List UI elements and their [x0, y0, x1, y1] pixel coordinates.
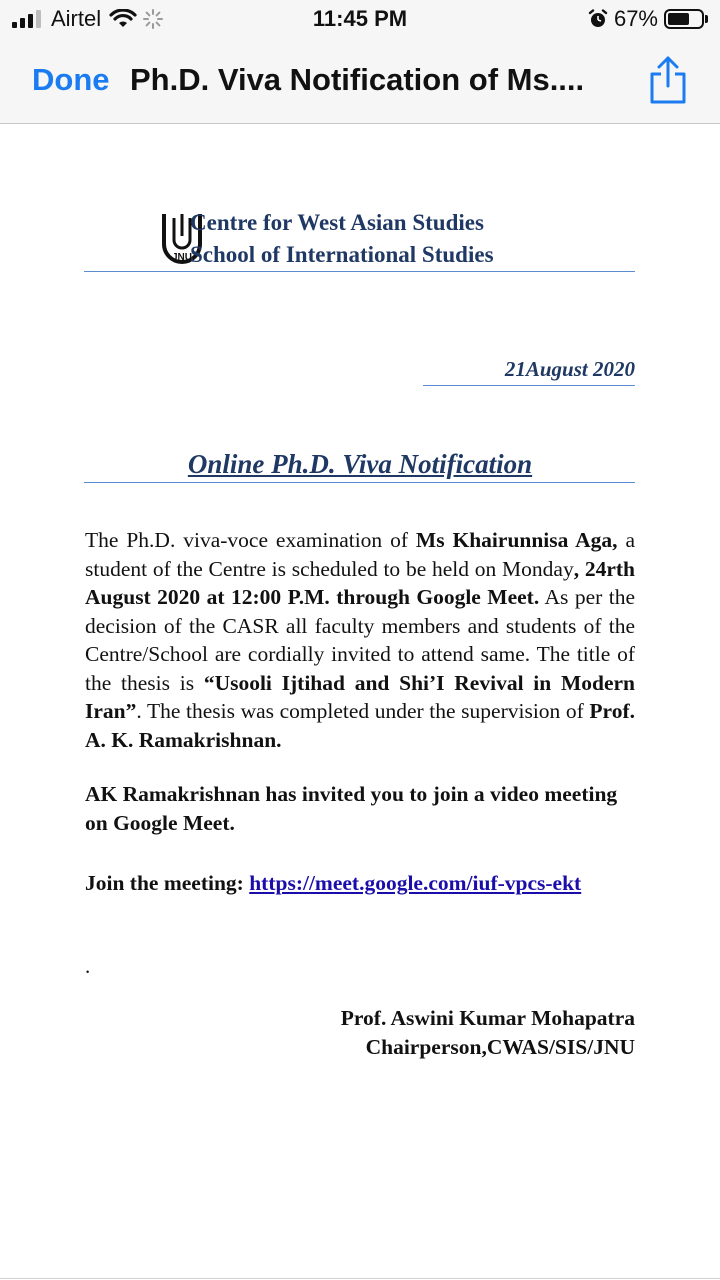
body-supervisor: Prof. A. K. Ramakrishnan.: [85, 699, 635, 752]
carrier-name: Airtel: [51, 6, 102, 31]
done-button[interactable]: Done: [32, 62, 110, 97]
date-rule: [423, 385, 635, 386]
signature-block: [341, 1004, 635, 1062]
body-schedule: , 24rth August 2020 at 12:00 P.M. through Google Meet.: [85, 556, 635, 609]
notice-body: [85, 526, 635, 754]
battery-fill: [668, 13, 689, 25]
logo-text: JNU: [171, 252, 193, 263]
navigation-bar: [0, 40, 720, 124]
header-rule: [84, 271, 635, 272]
signatory-name: Prof. Aswini Kumar Mohapatra: [340, 1006, 635, 1030]
body-text-4: . The thesis was completed under the supervision of: [136, 699, 590, 723]
body-text-3: As per the decision of the CASR all faculty members and students of the Centre/School are cordially invited to attend same. The title of the thesis is: [85, 585, 635, 695]
body-text-2: a student of the Centre is scheduled to be held on Monday: [85, 528, 635, 581]
title-rule: [84, 482, 635, 483]
status-right: [588, 6, 708, 32]
page-bottom-rule: [0, 1278, 720, 1279]
meet-link[interactable]: https://meet.google.com/iuf-vpcs-ekt: [249, 871, 582, 895]
header-centre-name: Centre for West Asian Studies: [190, 210, 484, 235]
battery-icon: [664, 9, 704, 29]
header-school-name: School of International Studies: [190, 242, 494, 267]
battery-percent: 67%: [613, 6, 658, 31]
alarm-icon: [588, 9, 608, 29]
notice-date: 21August 2020: [504, 357, 635, 381]
body-candidate-name: Ms Khairunnisa Aga,: [415, 528, 618, 552]
document-title: Ph.D. Viva Notification of Ms....: [130, 62, 585, 97]
signatory-title: Chairperson,CWAS/SIS/JNU: [365, 1035, 635, 1059]
meet-invite-text: AK Ramakrishnan has invited you to join a video meeting on Google Meet.: [85, 782, 618, 835]
battery-nub: [705, 15, 708, 23]
notice-title: Online Ph.D. Viva Notification: [187, 449, 533, 479]
stray-dot: .: [85, 954, 91, 978]
body-thesis-title: “Usooli Ijtihad and Shi’I Revival in Modern Iran”: [85, 670, 635, 723]
join-meeting-line: [85, 869, 645, 898]
document-page: [0, 124, 720, 1280]
join-label: Join the meeting:: [85, 871, 250, 895]
body-text-1: The Ph.D. viva-voce examination of: [85, 528, 416, 552]
share-icon[interactable]: [648, 54, 688, 106]
status-time: 11:45 PM: [312, 6, 408, 31]
status-bar: [0, 0, 720, 40]
